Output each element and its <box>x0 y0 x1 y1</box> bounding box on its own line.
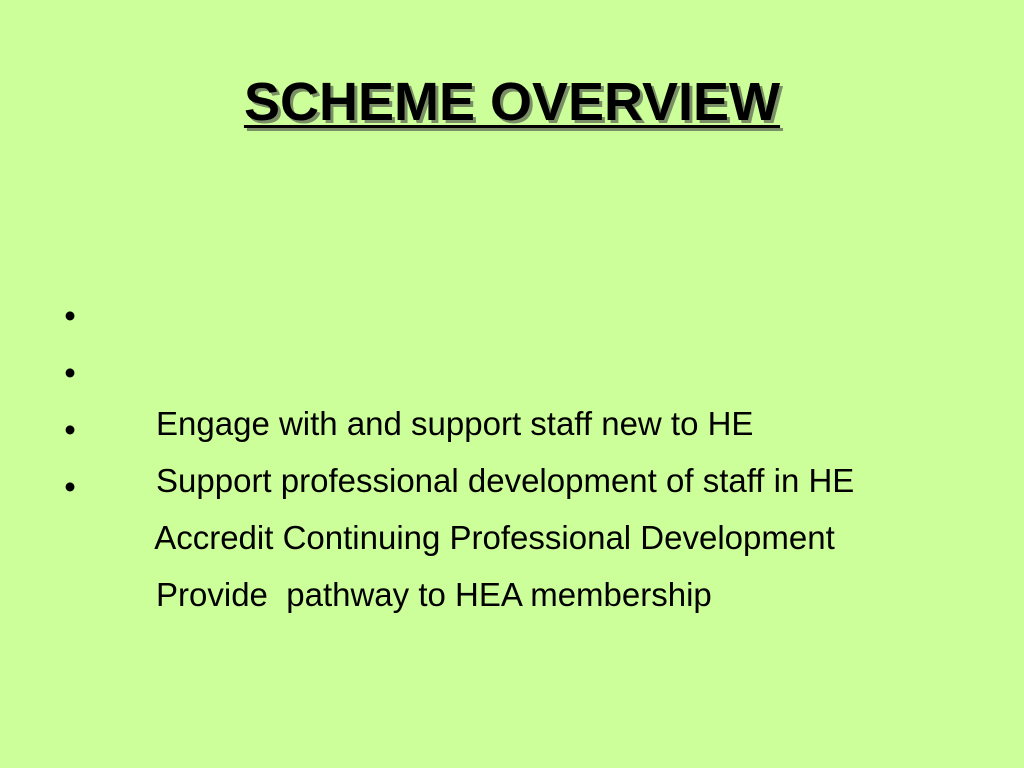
bullet-item <box>60 289 980 442</box>
bullet-list <box>60 289 980 613</box>
bullet-text: Engage with and support staff new to HE <box>156 405 754 442</box>
bullet-text: Accredit Continuing Professional Development <box>154 519 835 556</box>
bullet-icon: • <box>64 354 76 391</box>
bullet-icon: • <box>64 468 76 505</box>
bullet-icon: • <box>64 297 76 334</box>
bullet-text: Provide pathway to HEA membership <box>156 576 712 613</box>
bullet-icon: • <box>64 411 76 448</box>
bullet-text: Support professional development of staff in HE <box>156 462 855 499</box>
slide-title: SCHEME OVERVIEW <box>243 72 781 132</box>
